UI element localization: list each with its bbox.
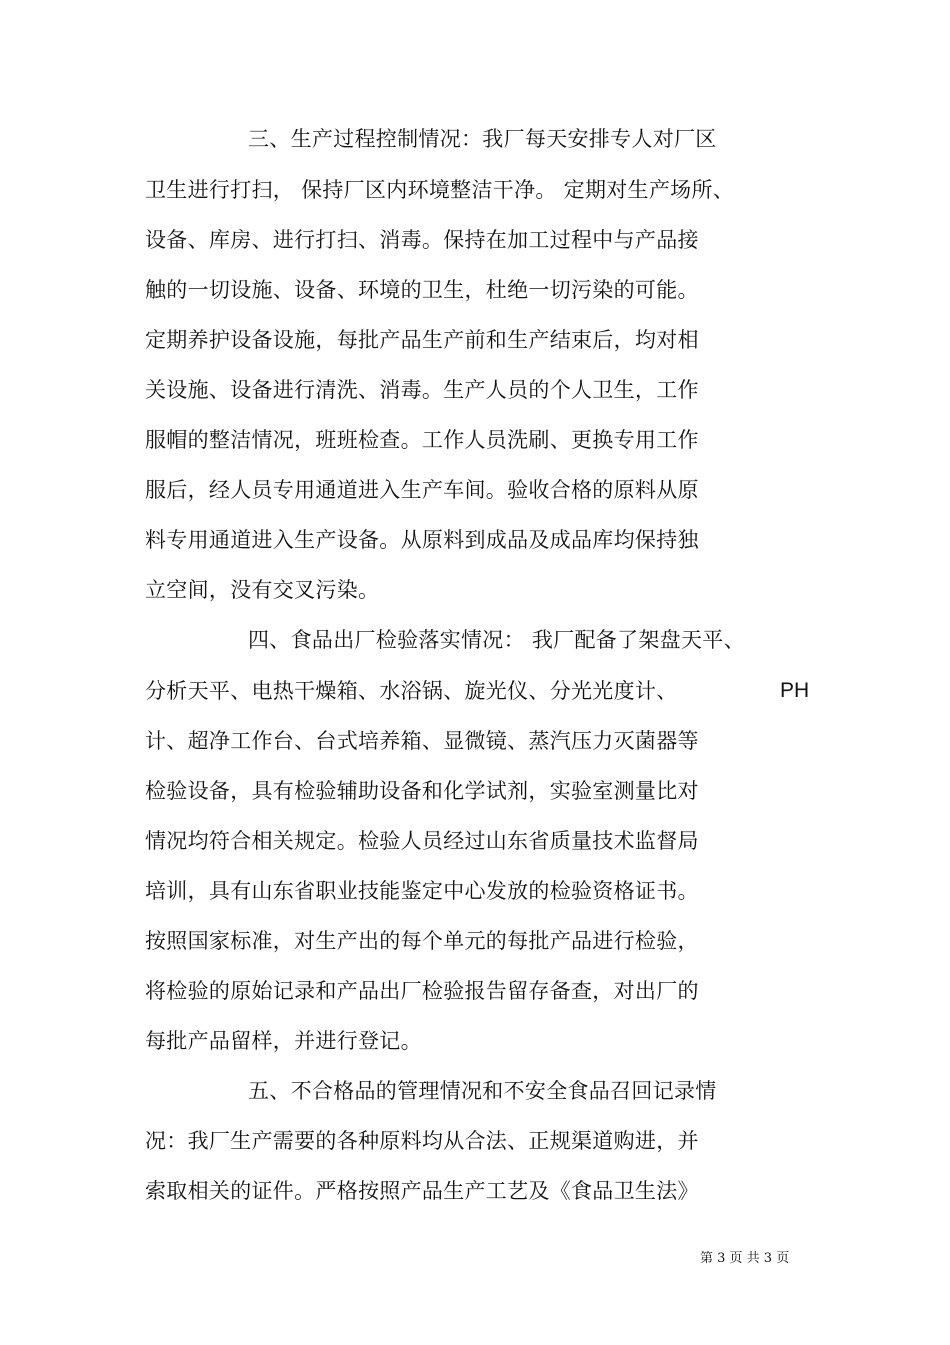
paragraph-line: 索取相关的证件。严格按照产品生产工艺及《食品卫生法》: [145, 1179, 699, 1203]
page-number-footer: 第 3 页 共 3 页: [700, 1251, 790, 1266]
paragraph-line: 分析天平、电热干燥箱、水浴锅、旋光仪、分光光度计、: [145, 679, 678, 703]
paragraph-line: 每批产品留样，并进行登记。: [145, 1029, 422, 1053]
paragraph-line: 卫生进行打扫， 保持厂区内环境整洁干净。 定期对生产场所、: [145, 178, 735, 202]
paragraph-line: 将检验的原始记录和产品出厂检验报告留存备查，对出厂的: [145, 979, 699, 1003]
paragraph-line: 服后，经人员专用通道进入生产车间。验收合格的原料从原: [145, 478, 699, 502]
paragraph-line: 服帽的整洁情况，班班检查。工作人员洗刷、更换专用工作: [145, 428, 699, 452]
paragraph-line: 关设施、设备进行清洗、消毒。生产人员的个人卫生，工作: [145, 378, 699, 402]
paragraph-line: 按照国家标准，对生产出的每个单元的每批产品进行检验，: [145, 929, 699, 953]
paragraph-line: 料专用通道进入生产设备。从原料到成品及成品库均保持独: [145, 528, 699, 552]
paragraph-line: 情况均符合相关规定。检验人员经过山东省质量技术监督局: [145, 829, 699, 853]
paragraph-line: 四、食品出厂检验落实情况： 我厂配备了架盘天平、: [248, 628, 745, 652]
paragraph-line: 培训，具有山东省职业技能鉴定中心发放的检验资格证书。: [145, 879, 699, 903]
paragraph-line: 定期养护设备设施，每批产品生产前和生产结束后，均对相: [145, 328, 699, 352]
paragraph-line: 况：我厂生产需要的各种原料均从合法、正规渠道购进，并: [145, 1129, 699, 1153]
paragraph-line: 立空间，没有交叉污染。: [145, 578, 380, 602]
paragraph-line: 五、不合格品的管理情况和不安全食品召回记录情: [248, 1079, 717, 1103]
paragraph-line: 计、超净工作台、台式培养箱、显微镜、蒸汽压力灭菌器等: [145, 729, 699, 753]
paragraph-line: 触的一切设施、设备、环境的卫生，杜绝一切污染的可能。: [145, 278, 699, 302]
paragraph-line: 三、生产过程控制情况：我厂每天安排专人对厂区: [248, 127, 717, 151]
paragraph-line: 检验设备，具有检验辅助设备和化学试剂，实验室测量比对: [145, 779, 699, 803]
paragraph-line: 设备、库房、进行打扫、消毒。保持在加工过程中与产品接: [145, 228, 699, 252]
ph-meter-label: PH: [780, 679, 810, 702]
